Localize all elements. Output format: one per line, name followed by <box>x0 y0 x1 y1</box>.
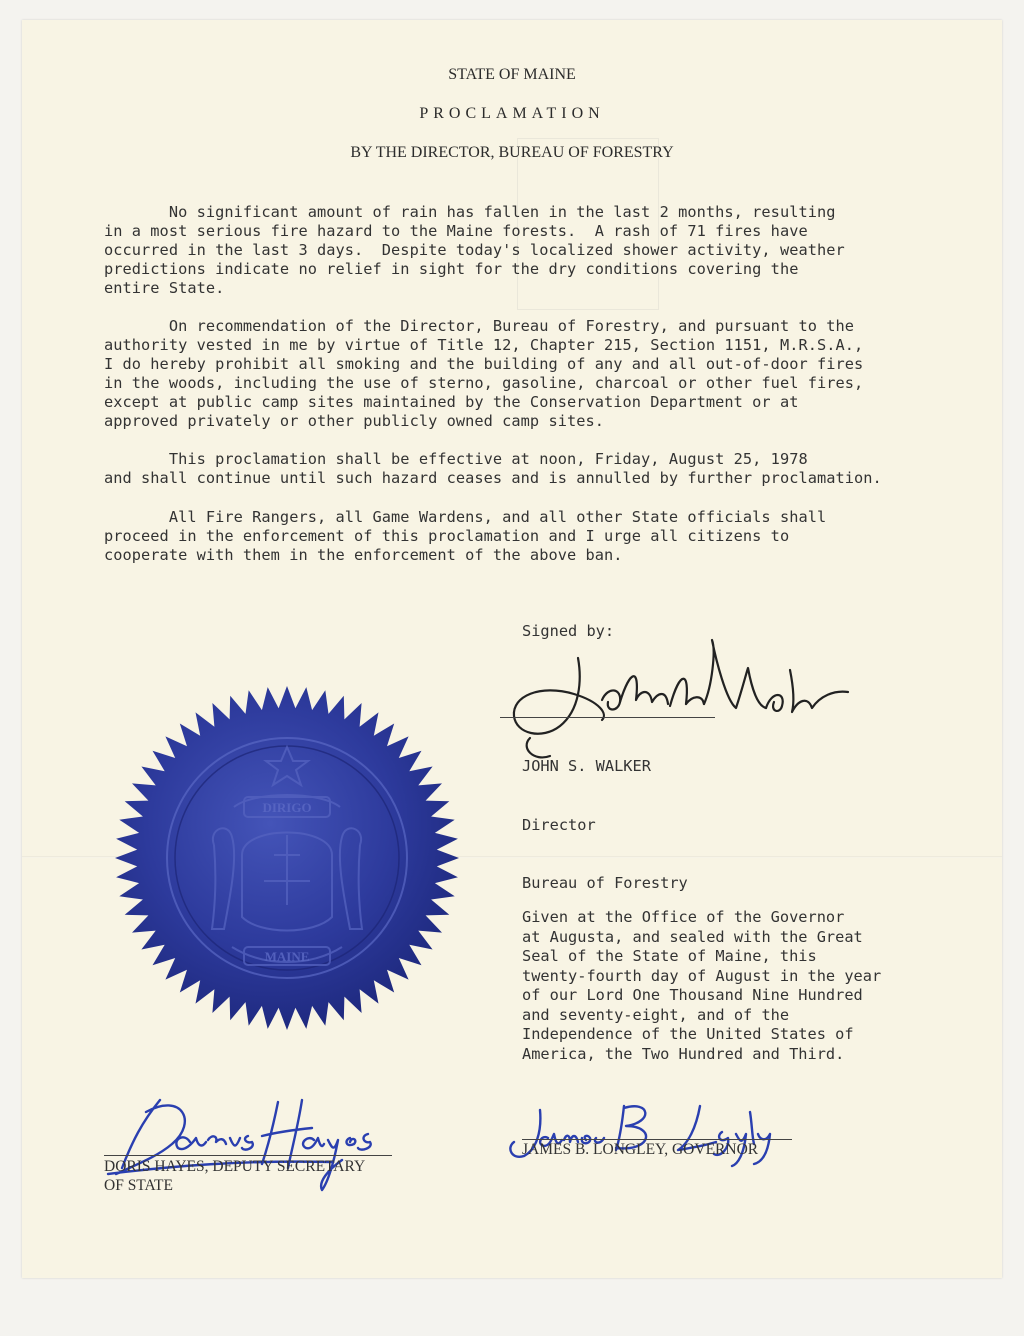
paragraph-enforcement: All Fire Rangers, all Game Wardens, and all other State officials shall proceed in the enforcement of this proclamation and I urge all citizens to cooperate with them in the enforcement of the above ban. <box>104 508 827 564</box>
issuer-heading: BY THE DIRECTOR, BUREAU OF FORESTRY <box>350 144 674 161</box>
paragraph-effective-date: This proclamation shall be effective at noon, Friday, August 25, 1978 and shall continue until such hazard ceases and is annulled by further proclamation. <box>104 450 882 487</box>
hayes-name-title: DORIS HAYES, DEPUTY SECRETARY OF STATE <box>104 1158 366 1194</box>
walker-office: Bureau of Forestry <box>522 874 688 892</box>
paragraph-prohibition: On recommendation of the Director, Bureau of Forestry, and pursuant to the authority vested in me by virtue of Title 12, Chapter 215, Section 1151, M.R.S.A., I do hereby prohibit all smoking and the building of any and all out-of-door fires in the woods, including the use of sterno, gasoline, charcoal or other fuel fires, except at public camp sites maintained by the Conservation Department or at approved privately or other publicly owned camp sites. <box>104 317 864 430</box>
walker-title: Director <box>522 815 596 834</box>
signed-by-label: Signed by: <box>522 622 615 640</box>
paragraph-rainfall: No significant amount of rain has fallen in the last 2 months, resulting in a most serious fire hazard to the Maine forests. A rash of 71 fires have occurred in the last 3 days. Despite today's localized shower activity, weather predictions indicate no relief in sight for the dry conditions covering the entire State. <box>104 203 845 297</box>
walker-name-title <box>522 718 688 933</box>
seal-motto: DIRIGO <box>262 800 312 815</box>
given-at-statement: Given at the Office of the Governor at Augusta, and sealed with the Great Seal of the State of Maine, this twenty-fourth day of August in the year of our Lord One Thousand Nine Hundred and seventy-eight, and of the Independence of the United States of America, the Two Hundred and Third. <box>522 908 882 1063</box>
walker-name: JOHN S. WALKER <box>522 757 651 775</box>
proclamation-heading: PROCLAMATION <box>419 105 605 122</box>
proclamation-page <box>22 20 1002 1278</box>
seal-state-name: MAINE <box>264 949 310 964</box>
hayes-signature-line <box>104 1155 392 1156</box>
state-heading: STATE OF MAINE <box>448 66 576 83</box>
great-seal-of-maine-icon <box>114 685 460 1031</box>
longley-name-title: JAMES B. LONGLEY, GOVERNOR <box>522 1141 759 1158</box>
